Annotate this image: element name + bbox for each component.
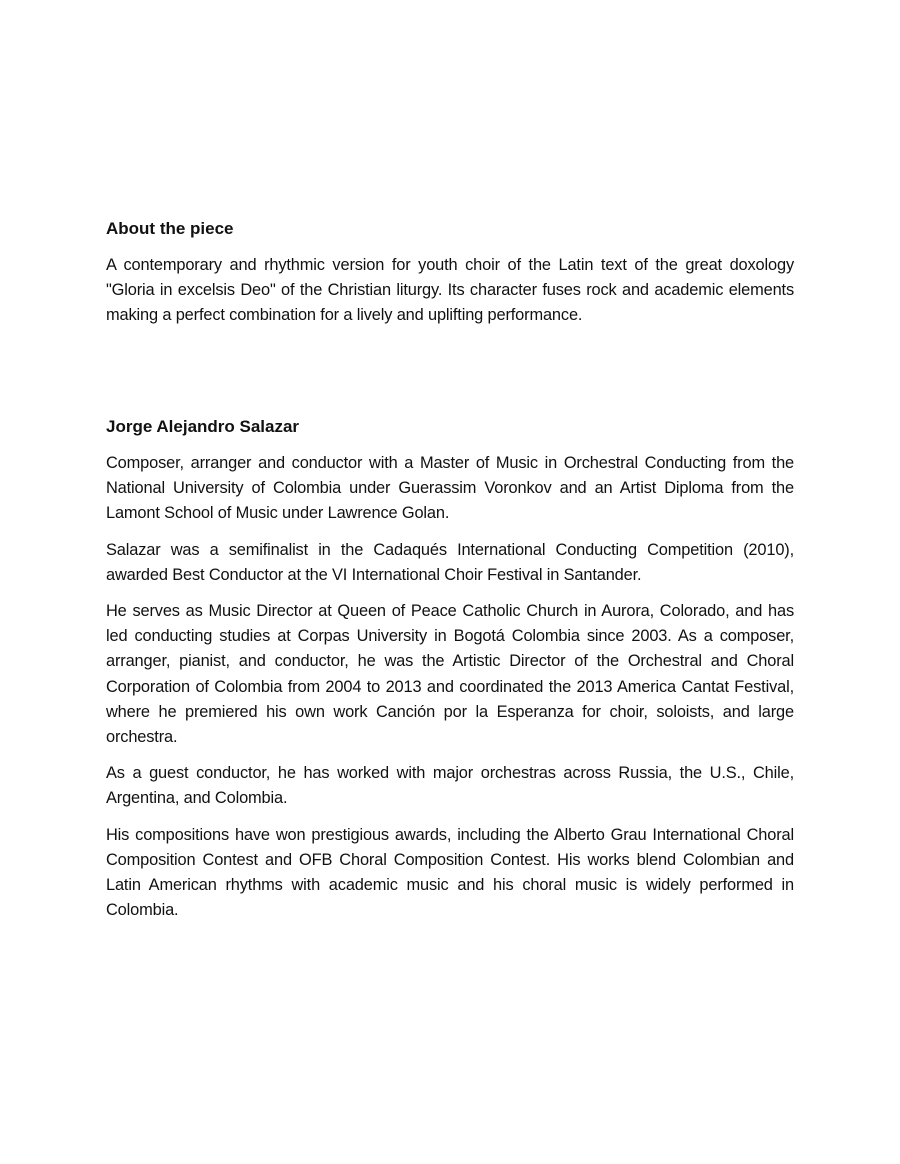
bio-paragraph: His compositions have won prestigious awards, including the Alberto Grau International Choral Composition Contest and OFB Choral Composition Contest. His works blend Colombian and Latin American rhythms with academic music and his choral music is widely performed in Colombia. <box>106 825 794 920</box>
bio-paragraph: He serves as Music Director at Queen of Peace Catholic Church in Aurora, Colorado, and has led conducting studies at Corpas University in Bogotá Colombia since 2003. As a composer, arranger, pianist, and conductor, he was the Artistic Director of the Orchestral and Choral Corporation of Colombia from 2004 to 2013 and coordinated the 2013 America Cantat Festival, where he premiered his own work Canción por la Esperanza for choir, soloists, and large orchestra. <box>106 602 794 747</box>
bio-paragraph: Salazar was a semifinalist in the Cadaqués International Conducting Competition (2010), awarded Best Conductor at the VI International Choir Festival in Santander. <box>106 540 794 584</box>
bio-heading: Jorge Alejandro Salazar <box>106 417 300 436</box>
about-text: A contemporary and rhythmic version for youth choir of the Latin text of the great doxology "Gloria in excelsis Deo" of the Christian liturgy. Its character fuses rock and academic elements making a perfect combination for a lively and uplifting performance. <box>106 256 794 325</box>
bio-paragraph: As a guest conductor, he has worked with major orchestras across Russia, the U.S., Chile, Argentina, and Colombia. <box>106 764 794 808</box>
bio-section <box>106 414 794 934</box>
about-heading: About the piece <box>106 219 234 238</box>
about-section <box>106 216 794 340</box>
bio-paragraph: Composer, arranger and conductor with a Master of Music in Orchestral Conducting from the National University of Colombia under Guerassim Voronkov and an Artist Diploma from the Lamont School of Music under Lawrence Golan. <box>106 454 794 523</box>
